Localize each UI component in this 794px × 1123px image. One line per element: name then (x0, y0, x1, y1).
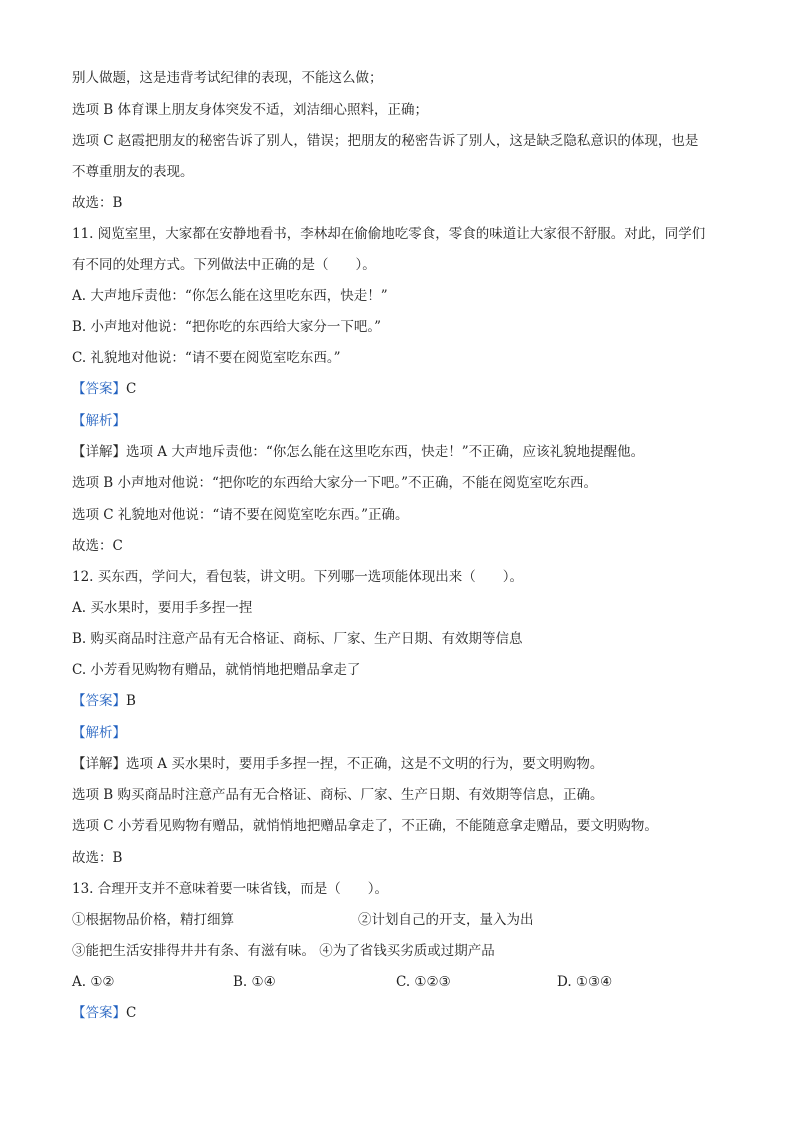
intro-line-4: 不尊重朋友的表现。 (72, 164, 194, 180)
q13-option-a: A. ①② (72, 974, 115, 990)
q12-detail-line-2: 选项 B 购买商品时注意产品有无合格证、商标、厂家、生产日期、有效期等信息，正确。 (72, 787, 604, 803)
q13-answer-tag: 【答案】 (72, 1005, 126, 1021)
q12-analysis-tag: 【解析】 (72, 725, 126, 741)
q12-detail-tag: 【详解】 (72, 756, 126, 772)
q13-option-d: D. ①③④ (557, 974, 613, 990)
intro-line-1: 别人做题，这是违背考试纪律的表现，不能这么做； (72, 70, 383, 86)
q11-detail-line-2: 选项 B 小声地对他说：“把你吃的东西给大家分一下吧。”不正确，不能在阅览室吃东西。 (72, 475, 598, 491)
q13-item-2: ②计划自己的开支，量入为出 (358, 912, 534, 928)
q11-detail-line-3: 选项 C 礼貌地对他说：“请不要在阅览室吃东西。”正确。 (72, 507, 409, 523)
q11-answer-value: C (126, 381, 137, 397)
q11-analysis (72, 412, 126, 430)
q12-answer-value: B (126, 693, 136, 709)
intro-line-2: 选项 B 体育课上朋友身体突发不适，刘洁细心照料，正确； (72, 102, 429, 118)
q12-detail-line-3: 选项 C 小芳看见购物有赠品，就悄悄地把赠品拿走了，不正确，不能随意拿走赠品，要文明购物。 (72, 818, 658, 834)
q11-option-a: A. 大声地斥责他：“你怎么能在这里吃东西，快走！” (72, 288, 388, 304)
q11-detail-line-1 (72, 443, 644, 461)
q12-option-c: C. 小芳看见购物有赠品，就悄悄地把赠品拿走了 (72, 662, 361, 678)
q11-analysis-tag: 【解析】 (72, 413, 126, 429)
q13-answer-value: C (126, 1005, 137, 1021)
q13-stem: 13. 合理开支并不意味着要一味省钱，而是（ ）。 (72, 881, 389, 897)
q11-detail-tag: 【详解】 (72, 444, 126, 460)
q11-stem-line-2: 有不同的处理方式。下列做法中正确的是（ ）。 (72, 257, 376, 273)
q11-choose: 故选：C (72, 538, 123, 554)
q12-detail-text-1: 选项 A 买水果时，要用手多捏一捏，不正确，这是不文明的行为，要文明购物。 (126, 756, 604, 772)
q12-detail-line-1 (72, 755, 603, 773)
q11-answer (72, 380, 136, 398)
intro-choose: 故选：B (72, 195, 123, 211)
q11-detail-text-1: 选项 A 大声地斥责他：“你怎么能在这里吃东西，快走！”不正确，应该礼貌地提醒他。 (126, 444, 645, 460)
q11-answer-tag: 【答案】 (72, 381, 126, 397)
q12-analysis (72, 724, 126, 742)
q11-option-c: C. 礼貌地对他说：“请不要在阅览室吃东西。” (72, 350, 341, 366)
q13-option-b: B. ①④ (233, 974, 276, 990)
q12-answer-tag: 【答案】 (72, 693, 126, 709)
q12-option-a: A. 买水果时，要用手多捏一捏 (72, 600, 253, 616)
q13-item-3-4: ③能把生活安排得井井有条、有滋有味。 ④为了省钱买劣质或过期产品 (72, 943, 495, 959)
q13-answer (72, 1004, 136, 1022)
q12-option-b: B. 购买商品时注意产品有无合格证、商标、厂家、生产日期、有效期等信息 (72, 631, 523, 647)
q11-option-b: B. 小声地对他说：“把你吃的东西给大家分一下吧。” (72, 319, 382, 335)
q12-choose: 故选：B (72, 850, 123, 866)
q13-option-c: C. ①②③ (396, 974, 451, 990)
q12-stem: 12. 买东西，学问大，看包装，讲文明。下列哪一选项能体现出来（ ）。 (72, 569, 524, 585)
q12-answer (72, 692, 136, 710)
q11-stem-line-1: 11. 阅览室里，大家都在安静地看书，李林却在偷偷地吃零食，零食的味道让大家很不舒服。对此，同学们 (72, 226, 706, 242)
intro-line-3: 选项 C 赵霞把朋友的秘密告诉了别人，错误；把朋友的秘密告诉了别人，这是缺乏隐私意识的体现，也是 (72, 133, 699, 149)
q13-item-1: ①根据物品价格，精打细算 (72, 912, 234, 928)
